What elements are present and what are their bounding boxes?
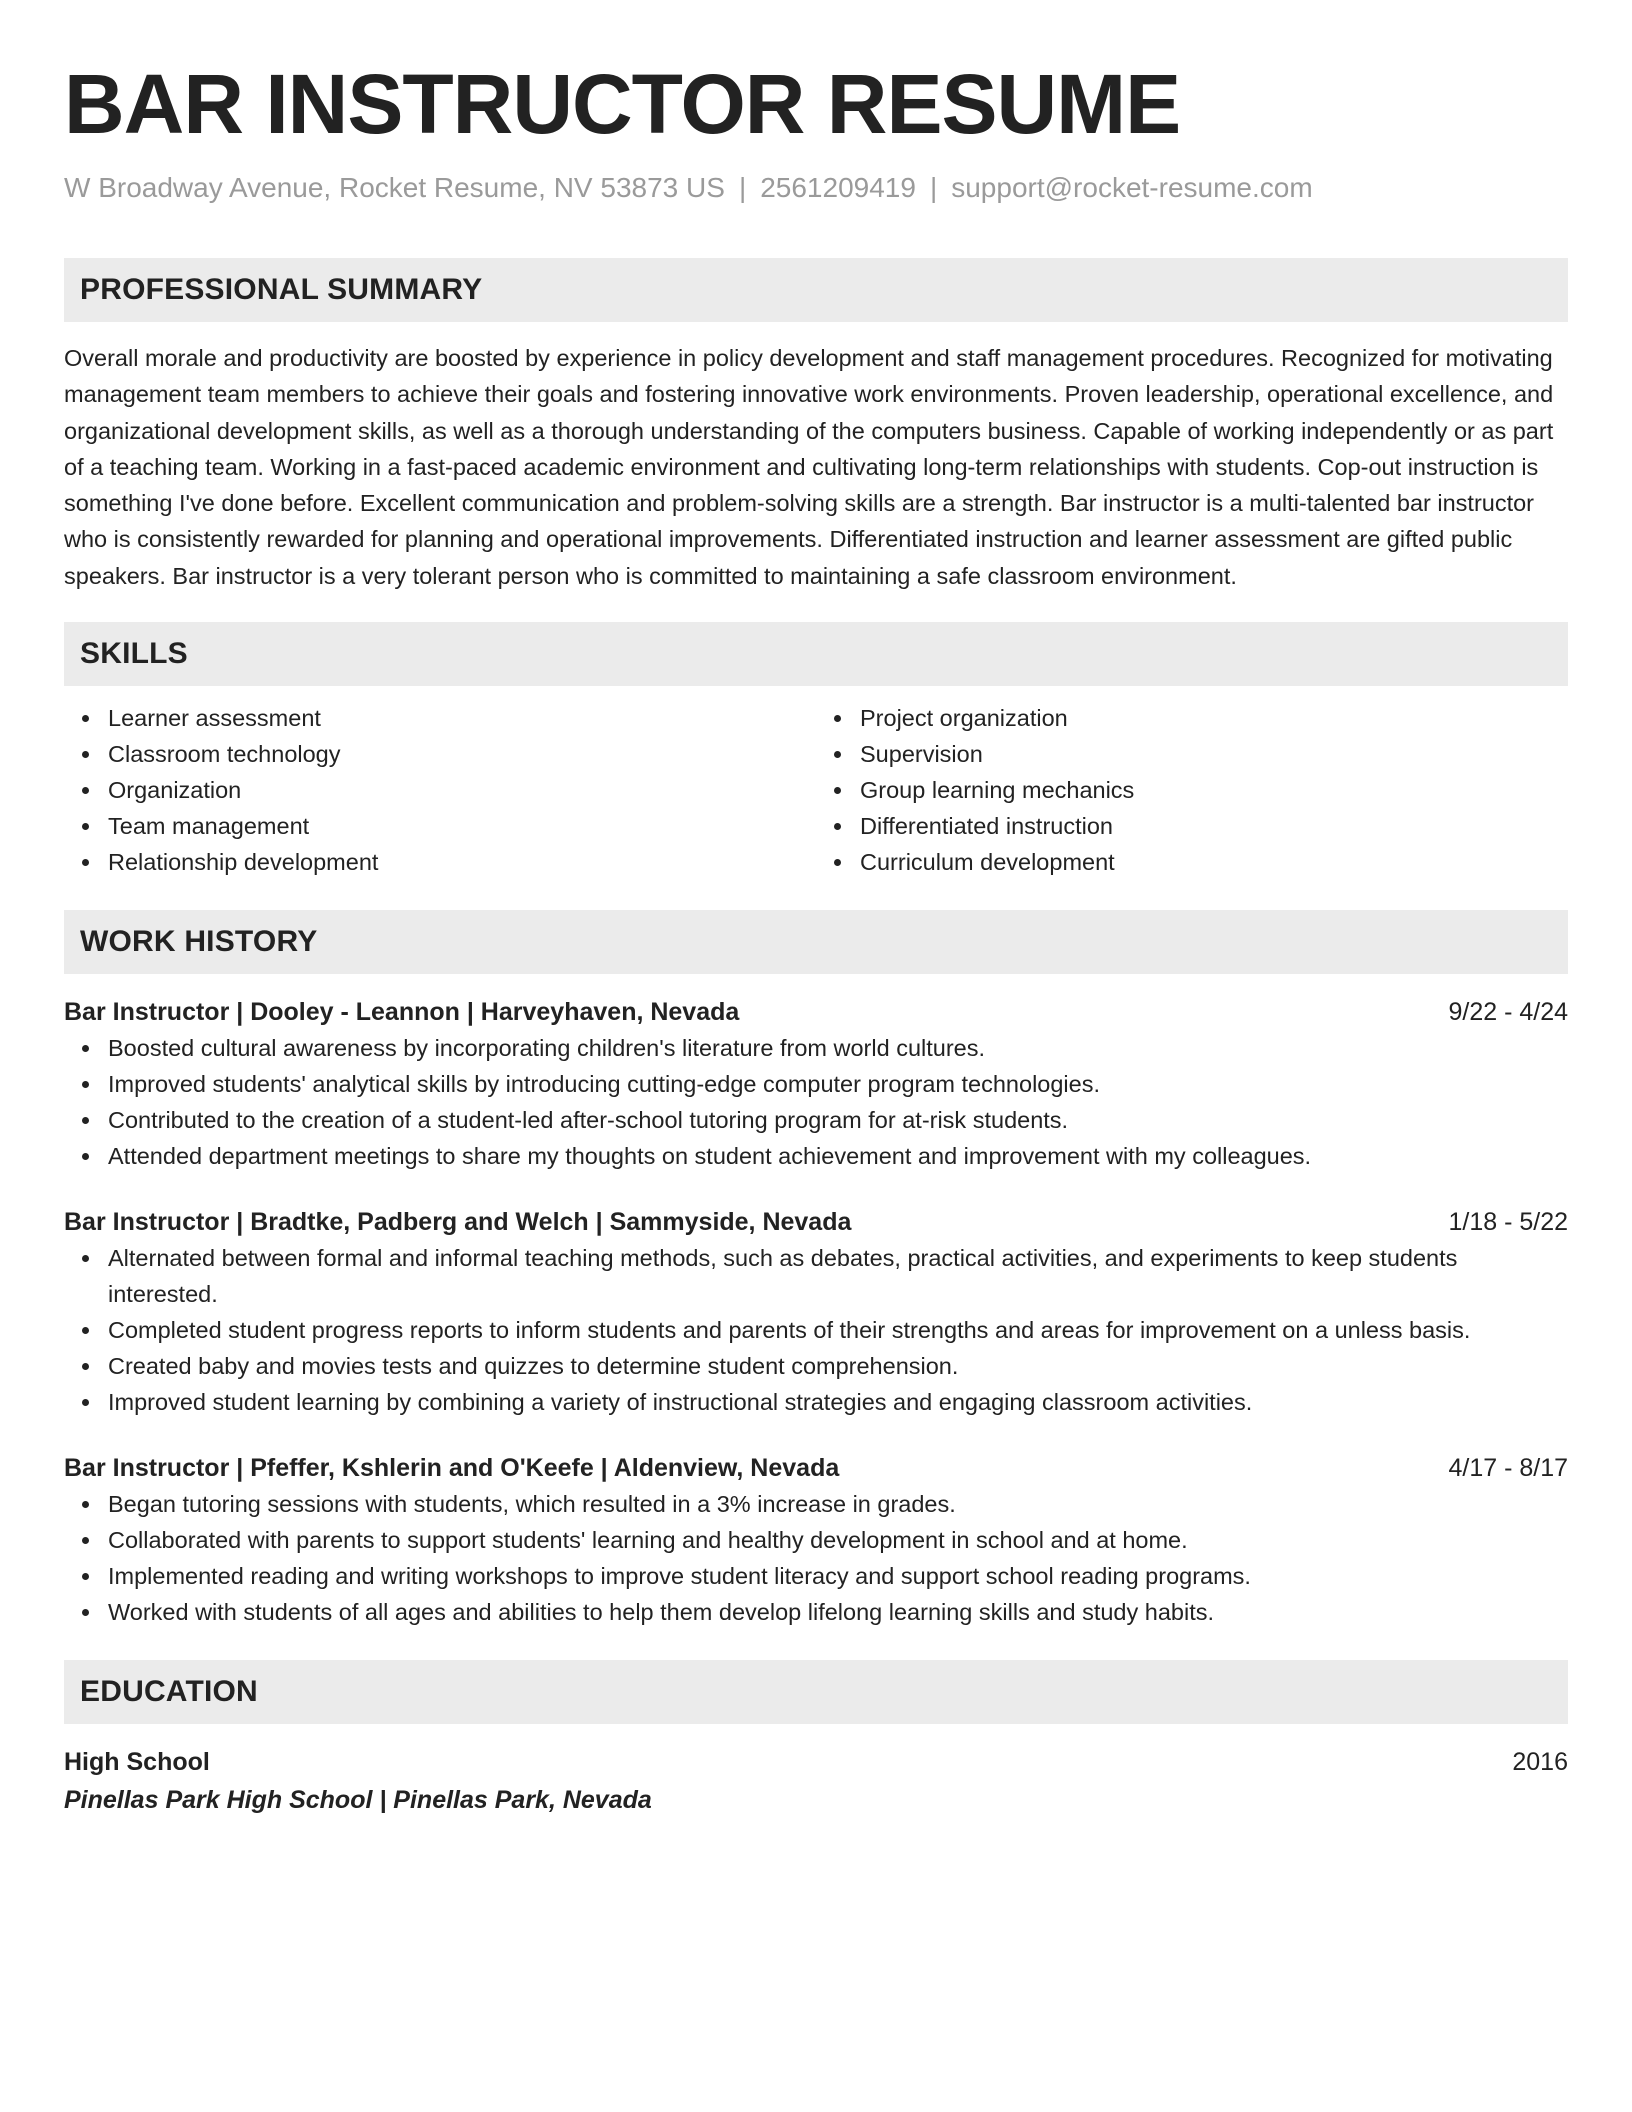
work-heading: WORK HISTORY bbox=[80, 925, 318, 959]
job-bullet: Began tutoring sessions with students, which resulted in a 3% increase in grades. bbox=[108, 1486, 1568, 1522]
skill-item: Team management bbox=[108, 808, 816, 844]
job-entry bbox=[64, 1450, 1568, 1630]
job-header bbox=[64, 1450, 1568, 1486]
skills-list bbox=[64, 700, 1568, 880]
skill-item: Relationship development bbox=[108, 844, 816, 880]
skill-item: Classroom technology bbox=[108, 736, 816, 772]
skill-item: Project organization bbox=[860, 700, 1568, 736]
summary-text: Overall morale and productivity are boosted by experience in policy development and staff management procedures. Recognized for motivating management team members to achieve their goals and fostering innovative work environments. Proven leadership, operational excellence, and organizational development skills, as well as a thorough understanding of the computers business. Capable of working independently or as part of a teaching team. Working in a fast-paced academic environment and cultivating long-term relationships with students. Cop-out instruction is something I've done before. Excellent communication and problem-solving skills are a strength. Bar instructor is a multi-talented bar instructor who is consistently rewarded for planning and operational improvements. Differentiated instruction and learner assessment are gifted public speakers. Bar instructor is a very tolerant person who is committed to maintaining a safe classroom environment. bbox=[64, 345, 1554, 589]
job-bullets bbox=[64, 1030, 1568, 1174]
contact-separator: | bbox=[738, 172, 747, 203]
job-bullet: Created baby and movies tests and quizzes to determine student comprehension. bbox=[108, 1348, 1568, 1384]
job-title: Bar Instructor | Dooley - Leannon | Harveyhaven, Nevada bbox=[64, 998, 740, 1027]
job-dates: 1/18 - 5/22 bbox=[1448, 1208, 1568, 1237]
skills-column-right bbox=[816, 700, 1568, 880]
skill-item: Differentiated instruction bbox=[860, 808, 1568, 844]
summary-heading: PROFESSIONAL SUMMARY bbox=[80, 273, 483, 306]
education-school: Pinellas Park High School | Pinellas Park, Nevada bbox=[64, 1786, 652, 1815]
resume-title: BAR INSTRUCTOR RESUME bbox=[64, 57, 1181, 151]
skill-item: Group learning mechanics bbox=[860, 772, 1568, 808]
contact-separator: | bbox=[929, 172, 938, 203]
skills-section-header bbox=[64, 622, 1568, 686]
job-title: Bar Instructor | Bradtke, Padberg and Welch | Sammyside, Nevada bbox=[64, 1208, 852, 1237]
job-bullets bbox=[64, 1240, 1568, 1420]
job-bullets bbox=[64, 1486, 1568, 1630]
job-dates: 4/17 - 8/17 bbox=[1448, 1454, 1568, 1483]
job-bullet: Improved student learning by combining a variety of instructional strategies and engaging classroom activities. bbox=[108, 1384, 1568, 1420]
job-title: Bar Instructor | Pfeffer, Kshlerin and O'Keefe | Aldenview, Nevada bbox=[64, 1454, 840, 1483]
job-bullet: Improved students' analytical skills by introducing cutting-edge computer program technologies. bbox=[108, 1066, 1568, 1102]
job-bullet: Contributed to the creation of a student-led after-school tutoring program for at-risk students. bbox=[108, 1102, 1568, 1138]
job-header bbox=[64, 1204, 1568, 1240]
summary-section-header bbox=[64, 258, 1568, 322]
education-degree: High School bbox=[64, 1748, 210, 1777]
education-year: 2016 bbox=[1512, 1748, 1568, 1777]
skill-item: Organization bbox=[108, 772, 816, 808]
skills-heading: SKILLS bbox=[80, 637, 188, 671]
job-bullet: Boosted cultural awareness by incorporating children's literature from world cultures. bbox=[108, 1030, 1568, 1066]
work-section-header bbox=[64, 910, 1568, 974]
education-section-header bbox=[64, 1660, 1568, 1724]
job-bullet: Completed student progress reports to inform students and parents of their strengths and areas for improvement on a unless basis. bbox=[108, 1312, 1568, 1348]
job-entry bbox=[64, 1204, 1568, 1420]
education-header bbox=[64, 1744, 1568, 1780]
contact-phone: 2561209419 bbox=[760, 172, 916, 203]
skill-item: Learner assessment bbox=[108, 700, 816, 736]
contact-email: support@rocket-resume.com bbox=[951, 172, 1313, 203]
job-dates: 9/22 - 4/24 bbox=[1448, 998, 1568, 1027]
job-bullet: Implemented reading and writing workshops to improve student literacy and support school reading programs. bbox=[108, 1558, 1568, 1594]
skill-item: Supervision bbox=[860, 736, 1568, 772]
skill-item: Curriculum development bbox=[860, 844, 1568, 880]
contact-address: W Broadway Avenue, Rocket Resume, NV 53873 US bbox=[64, 172, 725, 203]
contact-line bbox=[64, 170, 1568, 206]
job-bullet: Collaborated with parents to support students' learning and healthy development in school and at home. bbox=[108, 1522, 1568, 1558]
job-header bbox=[64, 994, 1568, 1030]
job-entry bbox=[64, 994, 1568, 1174]
job-bullet: Alternated between formal and informal teaching methods, such as debates, practical activities, and experiments to keep students interested. bbox=[108, 1240, 1568, 1312]
education-heading: EDUCATION bbox=[80, 1675, 258, 1709]
skills-column-left bbox=[64, 700, 816, 880]
job-bullet: Worked with students of all ages and abilities to help them develop lifelong learning skills and study habits. bbox=[108, 1594, 1568, 1630]
job-bullet: Attended department meetings to share my thoughts on student achievement and improvement with my colleagues. bbox=[108, 1138, 1568, 1174]
